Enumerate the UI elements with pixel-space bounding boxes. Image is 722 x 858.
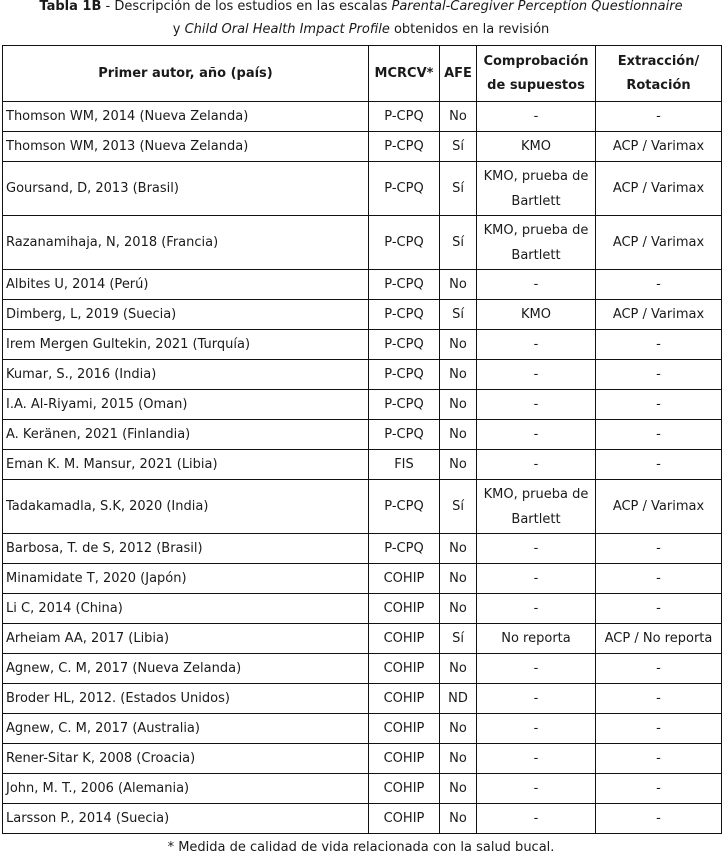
cell-afe: No <box>440 594 477 624</box>
cell-author: Agnew, C. M, 2017 (Australia) <box>3 714 369 744</box>
cell-mcrcv: P-CPQ <box>369 390 440 420</box>
table-row <box>3 216 722 270</box>
studies-table <box>2 45 722 834</box>
table-row <box>3 804 722 834</box>
cell-afe: Sí <box>440 216 477 270</box>
cell-extraccion: - <box>596 594 722 624</box>
cell-author: I.A. Al-Riyami, 2015 (Oman) <box>3 390 369 420</box>
table-row <box>3 564 722 594</box>
cell-mcrcv: COHIP <box>369 564 440 594</box>
cell-afe: No <box>440 360 477 390</box>
caption-scale-name-cohip: Child Oral Health Impact Profile <box>184 22 390 37</box>
cell-author: Li C, 2014 (China) <box>3 594 369 624</box>
cell-extraccion: - <box>596 390 722 420</box>
cell-supuestos: - <box>477 360 596 390</box>
header-afe: AFE <box>440 46 477 102</box>
table-row <box>3 624 722 654</box>
cell-supuestos: - <box>477 594 596 624</box>
cell-author: Eman K. M. Mansur, 2021 (Libia) <box>3 450 369 480</box>
cell-mcrcv: COHIP <box>369 654 440 684</box>
cell-mcrcv: COHIP <box>369 774 440 804</box>
cell-afe: No <box>440 102 477 132</box>
cell-mcrcv: COHIP <box>369 624 440 654</box>
cell-mcrcv: COHIP <box>369 804 440 834</box>
table-row <box>3 594 722 624</box>
cell-extraccion: ACP / No reporta <box>596 624 722 654</box>
header-supuestos: Comprobación de supuestos <box>477 46 596 102</box>
cell-extraccion: - <box>596 420 722 450</box>
cell-author: Broder HL, 2012. (Estados Unidos) <box>3 684 369 714</box>
cell-author: Thomson WM, 2013 (Nueva Zelanda) <box>3 132 369 162</box>
cell-afe: No <box>440 450 477 480</box>
cell-extraccion: - <box>596 684 722 714</box>
cell-afe: No <box>440 330 477 360</box>
cell-author: Barbosa, T. de S, 2012 (Brasil) <box>3 534 369 564</box>
cell-supuestos: No reporta <box>477 624 596 654</box>
cell-extraccion: ACP / Varimax <box>596 480 722 534</box>
cell-mcrcv: P-CPQ <box>369 330 440 360</box>
caption-text: y <box>172 22 185 37</box>
cell-supuestos: - <box>477 390 596 420</box>
cell-supuestos: - <box>477 804 596 834</box>
cell-afe: No <box>440 804 477 834</box>
cell-mcrcv: P-CPQ <box>369 270 440 300</box>
table-row <box>3 270 722 300</box>
cell-supuestos: - <box>477 564 596 594</box>
cell-author: Irem Mergen Gultekin, 2021 (Turquía) <box>3 330 369 360</box>
cell-extraccion: - <box>596 744 722 774</box>
cell-supuestos: - <box>477 330 596 360</box>
cell-extraccion: ACP / Varimax <box>596 162 722 216</box>
cell-mcrcv: P-CPQ <box>369 216 440 270</box>
cell-extraccion: - <box>596 714 722 744</box>
cell-mcrcv: COHIP <box>369 744 440 774</box>
cell-afe: No <box>440 744 477 774</box>
cell-extraccion: - <box>596 774 722 804</box>
cell-afe: No <box>440 420 477 450</box>
cell-extraccion: ACP / Varimax <box>596 132 722 162</box>
cell-mcrcv: P-CPQ <box>369 102 440 132</box>
cell-afe: No <box>440 270 477 300</box>
cell-supuestos: KMO, prueba de Bartlett <box>477 480 596 534</box>
table-row <box>3 360 722 390</box>
cell-supuestos: KMO <box>477 132 596 162</box>
cell-supuestos: - <box>477 270 596 300</box>
cell-mcrcv: P-CPQ <box>369 162 440 216</box>
cell-author: Rener-Sitar K, 2008 (Croacia) <box>3 744 369 774</box>
cell-author: Dimberg, L, 2019 (Suecia) <box>3 300 369 330</box>
cell-afe: No <box>440 774 477 804</box>
cell-extraccion: - <box>596 804 722 834</box>
cell-supuestos: - <box>477 744 596 774</box>
table-row <box>3 132 722 162</box>
caption-text: obtenidos en la revisión <box>389 22 550 37</box>
cell-mcrcv: P-CPQ <box>369 300 440 330</box>
table-caption-line-1 <box>0 0 722 17</box>
cell-supuestos: - <box>477 774 596 804</box>
cell-mcrcv: P-CPQ <box>369 480 440 534</box>
cell-author: Larsson P., 2014 (Suecia) <box>3 804 369 834</box>
cell-author: Arheiam AA, 2017 (Libia) <box>3 624 369 654</box>
cell-extraccion: - <box>596 330 722 360</box>
cell-mcrcv: COHIP <box>369 684 440 714</box>
caption-scale-name-pcpq: Parental-Caregiver Perception Questionnaire <box>391 0 683 14</box>
table-row <box>3 534 722 564</box>
cell-extraccion: - <box>596 102 722 132</box>
cell-author: Albites U, 2014 (Perú) <box>3 270 369 300</box>
table-row <box>3 450 722 480</box>
table-row <box>3 390 722 420</box>
cell-mcrcv: FIS <box>369 450 440 480</box>
table-footnote: * Medida de calidad de vida relacionada con la salud bucal. <box>167 840 555 855</box>
cell-afe: ND <box>440 684 477 714</box>
cell-afe: Sí <box>440 624 477 654</box>
cell-supuestos: - <box>477 102 596 132</box>
table-row <box>3 654 722 684</box>
cell-afe: No <box>440 714 477 744</box>
cell-author: Thomson WM, 2014 (Nueva Zelanda) <box>3 102 369 132</box>
table-row <box>3 330 722 360</box>
table-row <box>3 684 722 714</box>
table-label: Tabla 1B <box>39 0 102 14</box>
table-row <box>3 714 722 744</box>
cell-author: Kumar, S., 2016 (India) <box>3 360 369 390</box>
cell-supuestos: KMO, prueba de Bartlett <box>477 216 596 270</box>
header-extraccion: Extracción/ Rotación <box>596 46 722 102</box>
cell-afe: Sí <box>440 300 477 330</box>
cell-afe: No <box>440 534 477 564</box>
cell-supuestos: - <box>477 684 596 714</box>
table-row <box>3 162 722 216</box>
cell-extraccion: ACP / Varimax <box>596 300 722 330</box>
cell-author: John, M. T., 2006 (Alemania) <box>3 774 369 804</box>
cell-author: Goursand, D, 2013 (Brasil) <box>3 162 369 216</box>
cell-afe: Sí <box>440 162 477 216</box>
header-row <box>3 46 722 102</box>
table-row <box>3 420 722 450</box>
cell-afe: No <box>440 564 477 594</box>
cell-supuestos: KMO, prueba de Bartlett <box>477 162 596 216</box>
cell-author: Minamidate T, 2020 (Japón) <box>3 564 369 594</box>
cell-supuestos: - <box>477 654 596 684</box>
header-author: Primer autor, año (país) <box>3 46 369 102</box>
cell-extraccion: - <box>596 564 722 594</box>
table-row <box>3 102 722 132</box>
cell-supuestos: KMO <box>477 300 596 330</box>
cell-afe: Sí <box>440 132 477 162</box>
cell-mcrcv: COHIP <box>369 714 440 744</box>
table-row <box>3 480 722 534</box>
cell-author: Tadakamadla, S.K, 2020 (India) <box>3 480 369 534</box>
cell-extraccion: - <box>596 360 722 390</box>
cell-author: Agnew, C. M, 2017 (Nueva Zelanda) <box>3 654 369 684</box>
table-row <box>3 300 722 330</box>
cell-mcrcv: P-CPQ <box>369 534 440 564</box>
caption-separator: - <box>101 0 115 14</box>
table-caption-line-2 <box>0 20 722 40</box>
cell-mcrcv: COHIP <box>369 594 440 624</box>
cell-extraccion: - <box>596 534 722 564</box>
cell-extraccion: - <box>596 450 722 480</box>
cell-supuestos: - <box>477 534 596 564</box>
cell-mcrcv: P-CPQ <box>369 132 440 162</box>
table-row <box>3 744 722 774</box>
header-mcrcv: MCRCV* <box>369 46 440 102</box>
cell-extraccion: ACP / Varimax <box>596 216 722 270</box>
cell-afe: No <box>440 654 477 684</box>
cell-supuestos: - <box>477 714 596 744</box>
cell-author: Razanamihaja, N, 2018 (Francia) <box>3 216 369 270</box>
cell-extraccion: - <box>596 654 722 684</box>
cell-afe: No <box>440 390 477 420</box>
cell-afe: Sí <box>440 480 477 534</box>
cell-mcrcv: P-CPQ <box>369 420 440 450</box>
cell-supuestos: - <box>477 450 596 480</box>
caption-text: Descripción de los estudios en las escalas <box>114 0 392 14</box>
cell-author: A. Keränen, 2021 (Finlandia) <box>3 420 369 450</box>
cell-extraccion: - <box>596 270 722 300</box>
table-row <box>3 774 722 804</box>
cell-supuestos: - <box>477 420 596 450</box>
cell-mcrcv: P-CPQ <box>369 360 440 390</box>
